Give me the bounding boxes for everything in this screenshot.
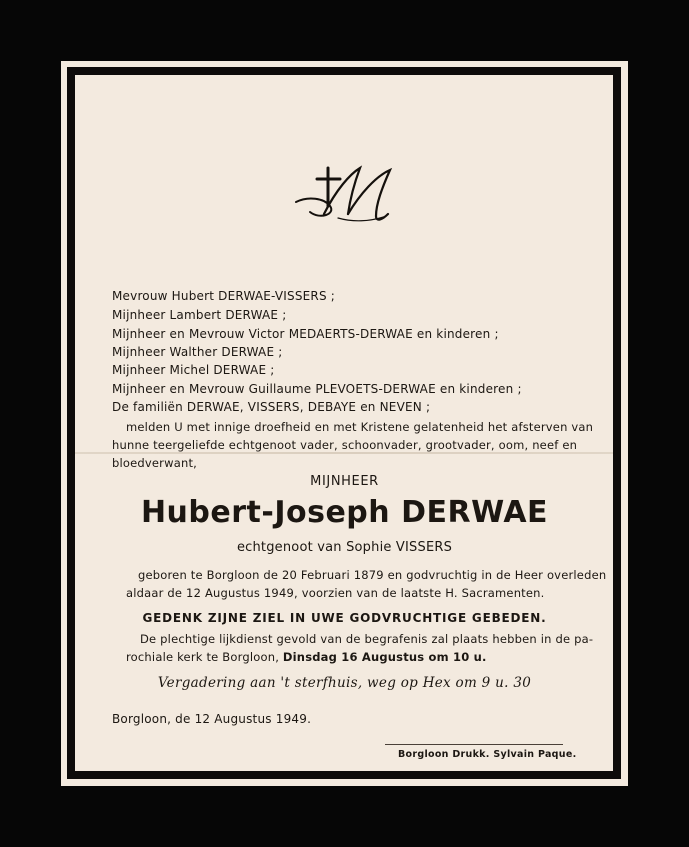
cross-monogram-icon bbox=[290, 160, 402, 230]
family-line: Mijnheer Walther DERWAE ; bbox=[112, 345, 283, 359]
family-line: Mijnheer Lambert DERWAE ; bbox=[112, 308, 287, 322]
announcement-text: hunne teergeliefde echtgenoot vader, schoonvader, grootvader, oom, neef en bbox=[112, 438, 578, 452]
announcement-text: melden U met innige droefheid en met Kristene gelatenheid het afsterven van bbox=[126, 420, 594, 434]
birth-death-text: aldaar de 12 Augustus 1949, voorzien van de laatste H. Sacramenten. bbox=[126, 586, 545, 600]
funeral-text: De plechtige lijkdienst gevold van de begrafenis zal plaats hebben in de pa- bbox=[140, 632, 594, 646]
family-line: Mijnheer Michel DERWAE ; bbox=[112, 363, 275, 377]
funeral-date: Dinsdag 16 Augustus om 10 u. bbox=[282, 650, 487, 664]
spouse-line: echtgenoot van Sophie VISSERS bbox=[236, 540, 453, 555]
family-line: Mijnheer en Mevrouw Guillaume PLEVOETS-DERWAE en kinderen ; bbox=[112, 382, 522, 396]
printer-divider bbox=[385, 744, 563, 745]
paper-fold-line bbox=[75, 452, 613, 454]
deceased-name: Hubert-Joseph DERWAE bbox=[140, 495, 549, 530]
honorific: MIJNHEER bbox=[310, 474, 379, 489]
meeting-line: Vergadering aan 't sterfhuis, weg op Hex om 9 u. 30 bbox=[157, 675, 532, 691]
funeral-location: rochiale kerk te Borgloon, bbox=[126, 650, 280, 664]
printer-credit: Borgloon Drukk. Sylvain Paque. bbox=[398, 749, 577, 760]
birth-death-text: geboren te Borgloon de 20 Februari 1879 en godvruchtig in de Heer overleden bbox=[138, 568, 607, 582]
family-line: Mijnheer en Mevrouw Victor MEDAERTS-DERWAE en kinderen ; bbox=[112, 327, 499, 341]
announcement-text: bloedverwant, bbox=[112, 456, 198, 470]
family-line: De familiën DERWAE, VISSERS, DEBAYE en NEVEN ; bbox=[112, 400, 431, 414]
prayer-request: GEDENK ZIJNE ZIEL IN UWE GODVRUCHTIGE GEBEDEN. bbox=[142, 611, 547, 625]
family-line: Mevrouw Hubert DERWAE-VISSERS ; bbox=[112, 289, 336, 303]
place-date: Borgloon, de 12 Augustus 1949. bbox=[112, 712, 312, 726]
funeral-text bbox=[126, 650, 487, 664]
